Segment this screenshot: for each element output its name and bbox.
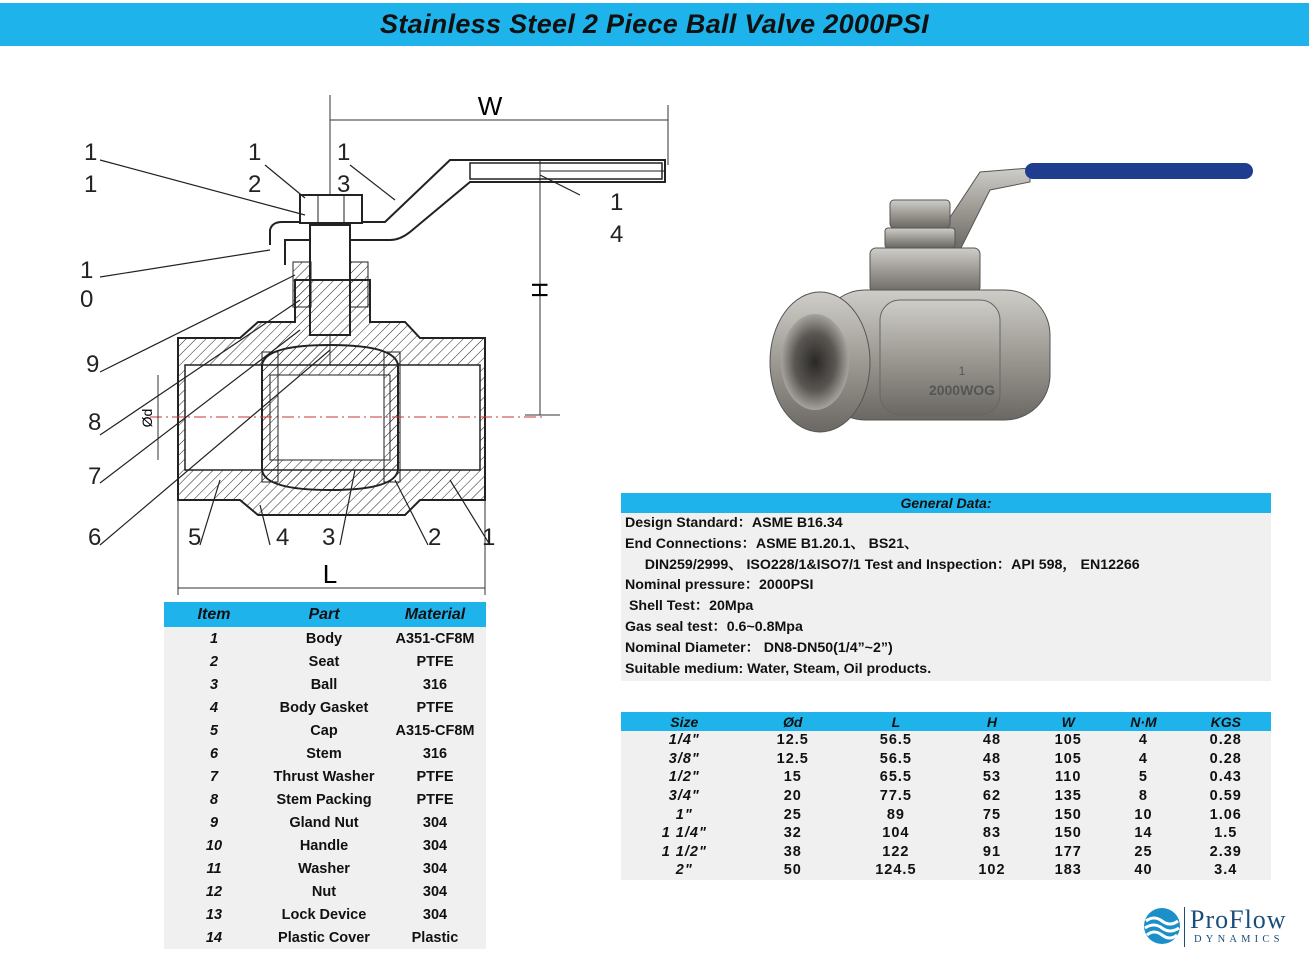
size-cell: 3/4" xyxy=(621,787,748,806)
material-cell: PTFE xyxy=(384,765,486,788)
item-cell: 9 xyxy=(164,811,264,834)
callout-11: 1 xyxy=(84,139,98,166)
parts-table-row xyxy=(164,742,486,765)
size-table-row xyxy=(621,805,1271,824)
callout-9: 9 xyxy=(86,351,100,378)
material-cell: 316 xyxy=(384,742,486,765)
item-cell: 14 xyxy=(164,926,264,949)
size-cell: 0.43 xyxy=(1181,768,1271,787)
general-data-line: End Connections：ASME B1.20.1、 BS21、 xyxy=(625,535,919,552)
item-cell: 13 xyxy=(164,903,264,926)
size-cell: 14 xyxy=(1106,824,1180,843)
callout-14: 1 xyxy=(610,189,624,216)
callout-5: 5 xyxy=(188,524,202,551)
general-data-line: Nominal Diameter： DN8-DN50(1/4”~2”) xyxy=(625,639,893,656)
parts-col-part: Part xyxy=(264,602,384,627)
dim-w-label: W xyxy=(477,91,503,121)
size-cell: 105 xyxy=(1030,750,1106,769)
size-cell: 56.5 xyxy=(838,750,954,769)
part-cell: Plastic Cover xyxy=(264,926,384,949)
dim-l-label: L xyxy=(322,559,338,589)
size-cell: 1.06 xyxy=(1181,805,1271,824)
item-cell: 7 xyxy=(164,765,264,788)
parts-table-row xyxy=(164,719,486,742)
material-cell: 316 xyxy=(384,673,486,696)
valve-product-photo xyxy=(750,150,1270,450)
parts-table-row xyxy=(164,788,486,811)
size-table-row xyxy=(621,787,1271,806)
general-data-line: DIN259/2999、 ISO228/1&ISO7/1 Test and Inspection：API 598， EN12266 xyxy=(625,556,1140,573)
svg-text:2: 2 xyxy=(248,171,262,198)
part-cell: Lock Device xyxy=(264,903,384,926)
callout-3: 3 xyxy=(322,524,336,551)
size-col-header: N·M xyxy=(1106,712,1180,731)
part-cell: Seat xyxy=(264,650,384,673)
parts-table-row xyxy=(164,926,486,949)
parts-table-row xyxy=(164,811,486,834)
part-cell: Stem xyxy=(264,742,384,765)
callout-1: 1 xyxy=(482,524,496,551)
size-cell: 50 xyxy=(748,861,838,880)
callout-13: 1 xyxy=(337,139,351,166)
size-table-row xyxy=(621,768,1271,787)
parts-col-item: Item xyxy=(164,602,264,627)
material-cell: 304 xyxy=(384,903,486,926)
size-cell: 2.39 xyxy=(1181,843,1271,862)
size-cell: 25 xyxy=(1106,843,1180,862)
size-cell: 1/4" xyxy=(621,731,748,750)
part-cell: Body Gasket xyxy=(264,696,384,719)
part-cell: Body xyxy=(264,627,384,650)
parts-table-row xyxy=(164,857,486,880)
size-cell: 1 1/4" xyxy=(621,824,748,843)
photo-mark: 1 xyxy=(958,364,966,378)
item-cell: 10 xyxy=(164,834,264,857)
size-cell: 3.4 xyxy=(1181,861,1271,880)
size-cell: 65.5 xyxy=(838,768,954,787)
item-cell: 2 xyxy=(164,650,264,673)
dim-h-label: H xyxy=(527,282,552,298)
size-cell: 183 xyxy=(1030,861,1106,880)
item-cell: 6 xyxy=(164,742,264,765)
general-data-line: Suitable medium: Water, Steam, Oil products. xyxy=(625,660,932,677)
item-cell: 8 xyxy=(164,788,264,811)
material-cell: 304 xyxy=(384,857,486,880)
logo-sub: DYNAMICS xyxy=(1194,934,1284,945)
page-title: Stainless Steel 2 Piece Ball Valve 2000PSI xyxy=(380,9,929,39)
parts-table-row xyxy=(164,880,486,903)
size-cell: 48 xyxy=(954,731,1030,750)
size-table-header xyxy=(621,712,1271,731)
parts-table-header xyxy=(164,602,486,627)
part-cell: Handle xyxy=(264,834,384,857)
parts-table-row xyxy=(164,834,486,857)
material-cell: A351-CF8M xyxy=(384,627,486,650)
size-table-row xyxy=(621,731,1271,750)
size-cell: 0.28 xyxy=(1181,731,1271,750)
item-cell: 1 xyxy=(164,627,264,650)
size-cell: 150 xyxy=(1030,805,1106,824)
size-cell: 15 xyxy=(748,768,838,787)
size-table-row xyxy=(621,861,1271,880)
wave-logo-icon xyxy=(1142,905,1182,947)
size-cell: 1 1/2" xyxy=(621,843,748,862)
valve-cross-section-diagram xyxy=(70,90,624,600)
callout-4: 4 xyxy=(276,524,290,551)
parts-table-row xyxy=(164,765,486,788)
size-cell: 135 xyxy=(1030,787,1106,806)
size-cell: 53 xyxy=(954,768,1030,787)
size-cell: 56.5 xyxy=(838,731,954,750)
size-table-row xyxy=(621,843,1271,862)
material-cell: 304 xyxy=(384,834,486,857)
size-table-row xyxy=(621,750,1271,769)
size-col-header: KGS xyxy=(1181,712,1271,731)
parts-table-row xyxy=(164,650,486,673)
item-cell: 5 xyxy=(164,719,264,742)
part-cell: Thrust Washer xyxy=(264,765,384,788)
size-cell: 3/8" xyxy=(621,750,748,769)
size-cell: 110 xyxy=(1030,768,1106,787)
size-cell: 104 xyxy=(838,824,954,843)
size-cell: 75 xyxy=(954,805,1030,824)
material-cell: PTFE xyxy=(384,696,486,719)
svg-text:3: 3 xyxy=(337,171,351,198)
size-cell: 12.5 xyxy=(748,731,838,750)
size-cell: 77.5 xyxy=(838,787,954,806)
general-data-header: General Data: xyxy=(621,493,1271,513)
size-cell: 5 xyxy=(1106,768,1180,787)
parts-table-row xyxy=(164,696,486,719)
material-cell: 304 xyxy=(384,811,486,834)
material-cell: A315-CF8M xyxy=(384,719,486,742)
svg-text:1: 1 xyxy=(84,171,98,198)
svg-text:0: 0 xyxy=(80,286,94,313)
callout-6: 6 xyxy=(88,524,102,551)
size-cell: 1.5 xyxy=(1181,824,1271,843)
size-cell: 48 xyxy=(954,750,1030,769)
logo-name: ProFlow xyxy=(1190,905,1287,934)
size-cell: 89 xyxy=(838,805,954,824)
size-cell: 25 xyxy=(748,805,838,824)
size-cell: 10 xyxy=(1106,805,1180,824)
size-cell: 122 xyxy=(838,843,954,862)
general-data-line: Gas seal test：0.6~0.8Mpa xyxy=(625,618,803,635)
size-cell: 177 xyxy=(1030,843,1106,862)
size-cell: 12.5 xyxy=(748,750,838,769)
size-cell: 4 xyxy=(1106,750,1180,769)
size-col-header: H xyxy=(954,712,1030,731)
size-cell: 8 xyxy=(1106,787,1180,806)
svg-text:4: 4 xyxy=(610,221,624,248)
size-table xyxy=(621,712,1271,880)
size-cell: 4 xyxy=(1106,731,1180,750)
size-cell: 105 xyxy=(1030,731,1106,750)
parts-table-row xyxy=(164,627,486,650)
size-cell: 1/2" xyxy=(621,768,748,787)
material-cell: Plastic xyxy=(384,926,486,949)
part-cell: Ball xyxy=(264,673,384,696)
callout-7: 7 xyxy=(88,463,102,490)
general-data-panel xyxy=(621,493,1271,681)
item-cell: 4 xyxy=(164,696,264,719)
general-data-line: Shell Test：20Mpa xyxy=(625,598,754,615)
size-cell: 62 xyxy=(954,787,1030,806)
size-cell: 91 xyxy=(954,843,1030,862)
item-cell: 11 xyxy=(164,857,264,880)
part-cell: Washer xyxy=(264,857,384,880)
parts-col-material: Material xyxy=(384,602,486,627)
size-cell: 32 xyxy=(748,824,838,843)
title-bar xyxy=(0,3,1309,46)
parts-table-row xyxy=(164,903,486,926)
callout-12: 1 xyxy=(248,139,262,166)
size-cell: 102 xyxy=(954,861,1030,880)
size-cell: 150 xyxy=(1030,824,1106,843)
part-cell: Nut xyxy=(264,880,384,903)
size-cell: 20 xyxy=(748,787,838,806)
handle-grip xyxy=(1025,163,1253,179)
material-cell: PTFE xyxy=(384,650,486,673)
general-data-line: Design Standard：ASME B16.34 xyxy=(625,515,843,531)
part-cell: Cap xyxy=(264,719,384,742)
part-cell: Stem Packing xyxy=(264,788,384,811)
proflow-logo xyxy=(1140,903,1310,949)
callout-10: 1 xyxy=(80,257,94,284)
dim-d-label: Ød xyxy=(139,408,155,428)
size-cell: 1" xyxy=(621,805,748,824)
part-cell: Gland Nut xyxy=(264,811,384,834)
size-table-row xyxy=(621,824,1271,843)
size-cell: 38 xyxy=(748,843,838,862)
size-cell: 2" xyxy=(621,861,748,880)
callout-8: 8 xyxy=(88,409,102,436)
size-cell: 0.59 xyxy=(1181,787,1271,806)
size-col-header: Size xyxy=(621,712,748,731)
size-col-header: Ød xyxy=(748,712,838,731)
photo-body-text: 2000WOG xyxy=(928,382,996,398)
size-cell: 83 xyxy=(954,824,1030,843)
material-cell: PTFE xyxy=(384,788,486,811)
general-data-line: Nominal pressure：2000PSI xyxy=(625,577,814,594)
parts-table-row xyxy=(164,673,486,696)
item-cell: 3 xyxy=(164,673,264,696)
parts-table xyxy=(164,602,486,949)
callout-2: 2 xyxy=(428,524,442,551)
item-cell: 12 xyxy=(164,880,264,903)
size-col-header: L xyxy=(838,712,954,731)
size-cell: 40 xyxy=(1106,861,1180,880)
size-cell: 0.28 xyxy=(1181,750,1271,769)
size-cell: 124.5 xyxy=(838,861,954,880)
size-col-header: W xyxy=(1030,712,1106,731)
material-cell: 304 xyxy=(384,880,486,903)
